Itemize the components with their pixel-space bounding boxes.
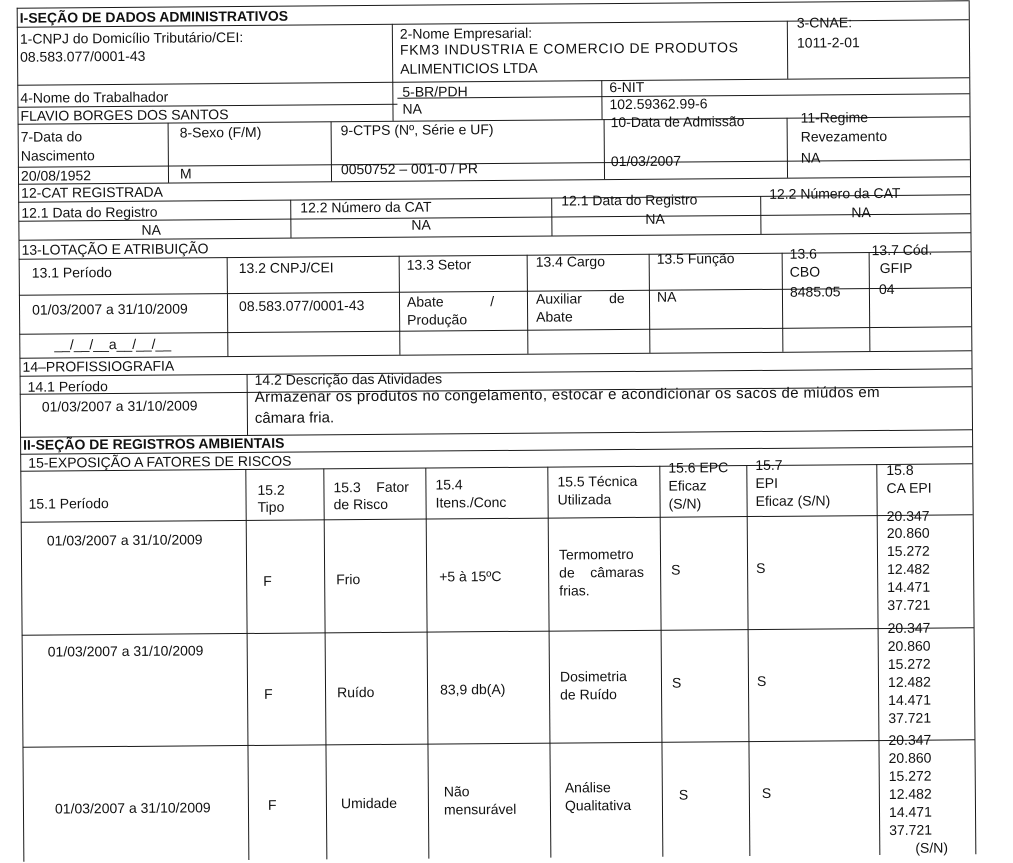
exposicao-row-epc: S <box>678 786 689 803</box>
exposicao-row-itens: +5 à 15ºC <box>439 567 502 585</box>
cnae-value: 1011-2-01 <box>796 34 860 51</box>
exposicao-header-ca-1: 15.8 <box>886 461 914 478</box>
lotacao-header-setor: 13.3 Setor <box>406 256 472 273</box>
rule <box>18 213 970 221</box>
exposicao-header-itens-1: 15.4 <box>435 476 463 493</box>
rule <box>659 466 663 857</box>
ctps-value: 0050752 – 001-0 / PR <box>340 160 479 178</box>
rule <box>19 326 971 334</box>
exposicao-row-tipo: F <box>267 796 277 813</box>
cnpj-label: 1-CNPJ do Domicílio Tributário/CEI: <box>19 29 244 47</box>
rule <box>392 24 394 121</box>
exposicao-row-tecnica-2: de Ruído <box>560 686 617 703</box>
lotacao-row-setor-2: Produção <box>407 311 468 328</box>
exposicao-header-epc-3: (S/N) <box>668 495 702 512</box>
exposicao-row-ca: 20.860 <box>887 637 931 654</box>
profissiografia-header-periodo: 14.1 Período <box>27 378 108 395</box>
lotacao-title: 13-LOTAÇÃO E ATRIBUIÇÃO <box>21 240 209 258</box>
exposicao-header-itens-2: Itens./Conc <box>435 493 507 511</box>
exposicao-row-ca: 14.471 <box>887 578 931 595</box>
rule <box>17 0 969 8</box>
rule <box>782 253 784 352</box>
rule <box>227 257 229 356</box>
section-ii-title: II-SEÇÃO DE REGISTROS AMBIENTAIS <box>23 434 285 453</box>
exposicao-row-epc: S <box>671 674 682 691</box>
exposicao-row-ca: 14.471 <box>888 691 932 708</box>
exposicao-header-ca-2: CA EPI <box>886 479 932 496</box>
exposicao-row-fator: Frio <box>336 571 361 588</box>
exposicao-header-epi-3: Eficaz (S/N) <box>755 492 831 509</box>
exposicao-header-tipo-2: Tipo <box>257 498 285 515</box>
rule <box>399 256 401 355</box>
border-right <box>969 0 977 854</box>
trabalhador-label: 4-Nome do Trabalhador <box>20 88 169 106</box>
exposicao-row-fator: Umidade <box>340 794 398 812</box>
exposicao-row-epi: S <box>756 559 766 576</box>
exposicao-header-tecnica-2: Utilizada <box>557 491 612 508</box>
rule <box>21 514 973 522</box>
lotacao-row-funcao: NA <box>656 288 677 305</box>
exposicao-header-tipo-1: 15.2 <box>257 481 285 498</box>
exposicao-header-tecnica-1: 15.5 Técnica <box>557 472 638 490</box>
cat-data-registro-value-2: NA <box>645 210 665 227</box>
rule <box>527 255 529 354</box>
exposicao-row-ca: 15.272 <box>887 655 931 672</box>
rule <box>22 739 974 747</box>
exposicao-row-epc: S <box>671 561 681 578</box>
exposicao-row-ca: 12.482 <box>888 785 932 802</box>
rule <box>17 77 969 85</box>
footer-sn-fragment: (S/N) <box>915 839 949 856</box>
admissao-value: 01/03/2007 <box>610 152 682 170</box>
exposicao-header-fator-1: 15.3 Fator <box>333 478 409 496</box>
lotacao-row-cargo-1: Auxiliar de <box>535 290 625 307</box>
nit-label: 6-NIT <box>609 78 645 96</box>
exposicao-header-fator-2: de Risco <box>333 495 389 513</box>
cat-numero-label-1: 12.2 Número da CAT <box>300 198 432 216</box>
rule <box>787 118 788 178</box>
lotacao-header-cnpj: 13.2 CNPJ/CEI <box>238 259 334 277</box>
exposicao-row-ca: 20.860 <box>888 749 932 766</box>
exposicao-row-epi: S <box>756 672 767 689</box>
exposicao-row-tecnica-1: Dosimetria <box>559 668 627 685</box>
nit-value: 102.59362.99-6 <box>609 95 708 113</box>
rule <box>746 465 750 856</box>
lotacao-row-setor-1: Abate / <box>406 293 495 310</box>
regime-label-1: 11-Regime <box>800 109 869 126</box>
rule <box>760 196 761 234</box>
exposicao-row-fator: Ruído <box>336 683 375 701</box>
cat-title: 12-CAT REGISTRADA <box>21 183 164 201</box>
cat-data-registro-label-1: 12.1 Data do Registro <box>21 203 158 221</box>
exposicao-row-ca: 12.482 <box>887 673 931 690</box>
br-pdh-value: NA <box>402 100 422 117</box>
exposicao-row-tecnica-3: frias. <box>559 582 590 599</box>
rule <box>18 232 970 240</box>
exposicao-row-ca: 15.272 <box>888 767 932 784</box>
exposicao-row-ca: 20.347 <box>886 507 930 524</box>
nascimento-label-1: 7-Data do <box>20 128 83 145</box>
rule <box>245 469 249 860</box>
lotacao-header-cbo-2: CBO <box>789 263 821 280</box>
rule <box>168 123 169 183</box>
rule <box>551 198 552 236</box>
exposicao-row-ca: 37.721 <box>888 709 932 726</box>
rule <box>425 468 429 859</box>
cat-data-registro-label-2: 12.1 Data do Registro <box>561 191 698 209</box>
rule <box>787 21 788 79</box>
exposicao-row-tipo: F <box>263 572 272 589</box>
exposicao-header-epi-2: EPI <box>755 474 779 491</box>
sexo-value: M <box>179 165 192 182</box>
rule <box>18 159 970 167</box>
rule <box>649 254 651 353</box>
cat-data-registro-value-1: NA <box>141 221 161 238</box>
profissiografia-row-periodo: 01/03/2007 a 31/10/2009 <box>41 397 198 415</box>
nascimento-label-2: Nascimento <box>20 147 95 164</box>
exposicao-row-ca: 20.347 <box>887 619 931 636</box>
lotacao-row-gfip: 04 <box>878 280 895 298</box>
exposicao-row-itens-2: mensurável <box>443 800 517 818</box>
nascimento-value: 20/08/1952 <box>20 167 92 184</box>
regime-value: NA <box>800 149 821 166</box>
lotacao-row-cnpj: 08.583.077/0001-43 <box>238 297 365 315</box>
nome-empresarial-value-line1: FKM3 INDUSTRIA E COMERCIO DE PRODUTOS <box>399 39 739 58</box>
rule <box>290 200 291 238</box>
section-i-title: I-SEÇÃO DE DADOS ADMINISTRATIVOS <box>19 7 289 26</box>
nome-empresarial-value-line2: ALIMENTICIOS LTDA <box>400 59 538 77</box>
exposicao-header-periodo: 15.1 Período <box>28 495 109 512</box>
trabalhador-value: FLAVIO BORGES DOS SANTOS <box>20 106 229 124</box>
exposicao-row-itens-1: Não <box>443 783 470 800</box>
rule <box>323 468 327 859</box>
ctps-label: 9-CTPS (Nº, Série e UF) <box>340 121 494 139</box>
exposicao-row-tecnica-2: Qualitativa <box>564 796 632 814</box>
cat-numero-value-2: NA <box>851 204 871 221</box>
exposicao-row-periodo: 01/03/2007 a 31/10/2009 <box>54 799 211 817</box>
exposicao-row-ca: 37.721 <box>889 821 933 838</box>
exposicao-row-tecnica-2: de câmaras <box>559 563 645 581</box>
profissiografia-row-descricao-2: câmara fria. <box>254 409 335 427</box>
exposicao-row-ca: 37.721 <box>887 596 931 613</box>
lotacao-row-periodo: 01/03/2007 a 31/10/2009 <box>31 300 188 318</box>
sexo-label: 8-Sexo (F/M) <box>179 123 262 141</box>
rule <box>604 119 605 179</box>
rule <box>876 464 880 855</box>
exposicao-row-ca: 12.482 <box>887 560 930 577</box>
exposicao-row-tipo: F <box>264 685 273 702</box>
profissiografia-row-descricao-1: Armazenar os produtos no congelamento, estocar e acondicionar os sacos de miúdos em <box>254 384 881 406</box>
rule <box>601 80 602 119</box>
lotacao-header-gfip-1: 13.7 Cód. <box>871 241 933 259</box>
exposicao-row-itens: 83,9 db(A) <box>439 680 506 698</box>
exposicao-row-ca: 20.347 <box>888 731 932 748</box>
lotacao-row-cargo-2: Abate <box>536 308 573 325</box>
lotacao-header-periodo: 13.1 Período <box>31 264 112 281</box>
exposicao-row-tecnica-1: Análise <box>564 779 611 796</box>
exposicao-header-epc-2: Eficaz <box>668 477 707 494</box>
cnae-label: 3-CNAE: <box>796 14 853 31</box>
lotacao-row-cbo: 8485.05 <box>789 283 841 300</box>
exposicao-title: 15-EXPOSIÇÃO A FATORES DE RISCOS <box>28 452 292 471</box>
lotacao-header-cbo-1: 13.6 <box>789 245 817 262</box>
rule <box>247 374 248 435</box>
rule <box>547 467 551 858</box>
exposicao-header-epc-1: 15.6 EPC <box>668 459 729 476</box>
profissiografia-title: 14–PROFISSIOGRAFIA <box>22 357 175 375</box>
profissiografia-header-descricao: 14.2 Descrição das Atividades <box>254 370 443 388</box>
exposicao-row-epi: S <box>761 784 772 801</box>
cat-numero-label-2: 12.2 Número da CAT <box>769 184 901 202</box>
exposicao-row-ca: 15.272 <box>886 542 930 559</box>
exposicao-row-tecnica-1: Termometro <box>558 545 634 563</box>
exposicao-row-ca: 20.860 <box>886 524 930 541</box>
lotacao-header-funcao: 13.5 Função <box>656 250 735 267</box>
nome-empresarial-label: 2-Nome Empresarial: <box>399 24 533 42</box>
admissao-label: 10-Data de Admissão <box>610 113 745 131</box>
cat-numero-value-1: NA <box>411 216 431 233</box>
exposicao-header-epi-1: 15.7 <box>755 456 783 473</box>
br-pdh-label: 5-BR/PDH <box>402 83 468 100</box>
exposicao-row-periodo: 01/03/2007 a 31/10/2009 <box>46 531 203 549</box>
rule <box>331 121 332 181</box>
exposicao-row-ca: 14.471 <box>888 803 932 820</box>
lotacao-header-cargo: 13.4 Cargo <box>535 253 606 270</box>
regime-label-2: Revezamento <box>800 127 888 145</box>
cnpj-value: 08.583.077/0001-43 <box>19 47 146 65</box>
rule <box>22 627 974 635</box>
exposicao-row-periodo: 01/03/2007 a 31/10/2009 <box>47 642 204 660</box>
lotacao-empty-periodo: __/__/__a__/__/__ <box>54 335 172 353</box>
rule <box>869 252 871 351</box>
lotacao-header-gfip-2: GFIP <box>879 259 913 277</box>
